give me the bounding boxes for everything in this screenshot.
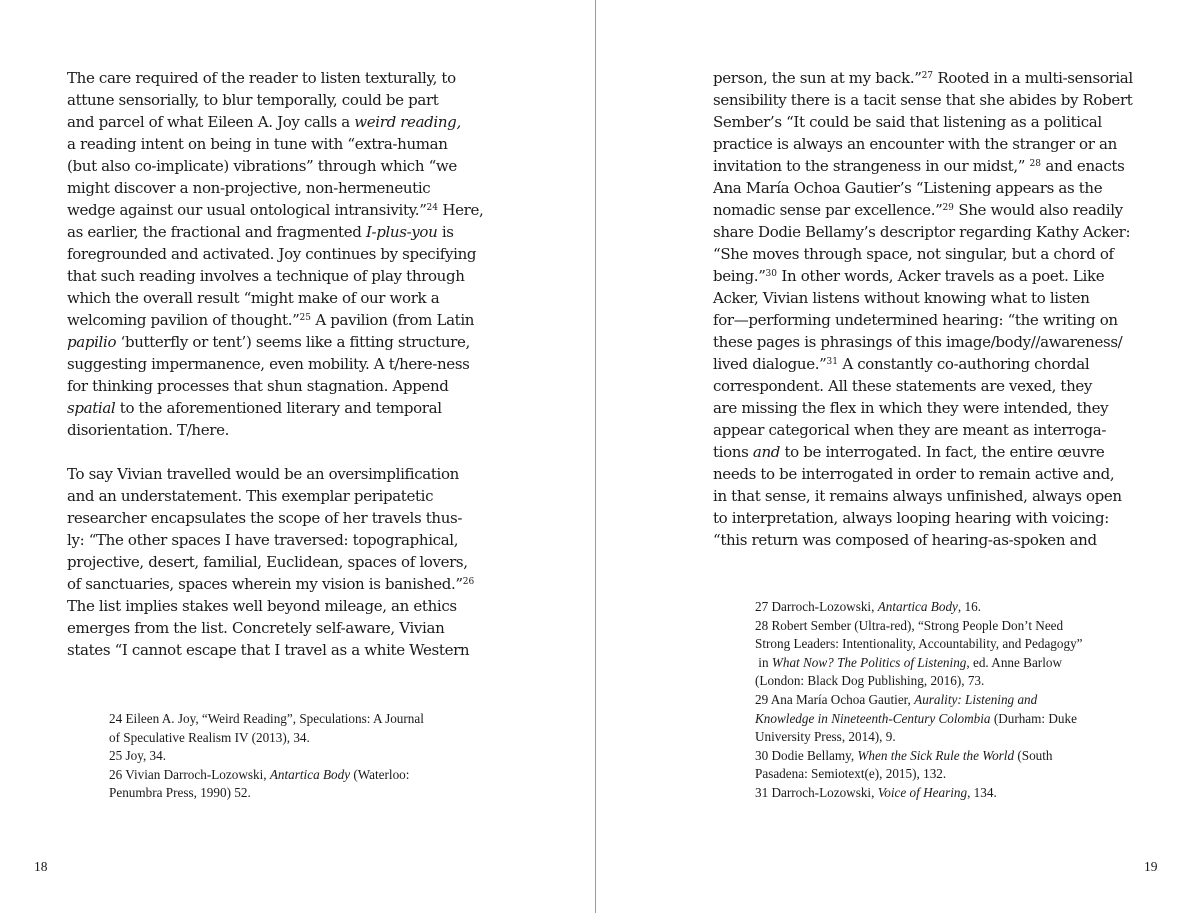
left-footnotes bbox=[109, 710, 424, 803]
text-line: researcher encapsulates the scope of her travels thus- bbox=[67, 509, 463, 527]
text-line: disorientation. T/here. bbox=[67, 421, 230, 439]
footnote-24: 24 Eileen A. Joy, “Weird Reading”, Speculations: A Journal bbox=[109, 711, 424, 726]
text-line: as earlier, the fractional and fragmented I-plus-you is bbox=[67, 223, 454, 241]
text-line: spatial to the aforementioned literary and temporal bbox=[67, 399, 442, 417]
footnote-ref-26[interactable]: 26 bbox=[462, 577, 475, 587]
text-line: in that sense, it remains always unfinished, always open bbox=[713, 487, 1122, 505]
text-line: might discover a non-projective, non-hermeneutic bbox=[67, 179, 431, 197]
text-line: that such reading involves a technique of play through bbox=[67, 267, 465, 285]
left-body-text bbox=[67, 67, 483, 661]
text-line: to interpretation, always looping hearing with voicing: bbox=[713, 509, 1109, 527]
italic-phrase: and bbox=[752, 443, 781, 461]
text-line: of sanctuaries, spaces wherein my vision is banished.”$^{26}$ bbox=[67, 575, 475, 593]
footnote-30-cont: Pasadena: Semiotext(e), 2015), 132. bbox=[755, 766, 947, 782]
text-line: being.”$^{30}$ In other words, Acker travels as a poet. Like bbox=[713, 267, 1105, 285]
text-line: for thinking processes that shun stagnation. Append bbox=[67, 377, 449, 395]
footnote-ref-29[interactable]: 29 bbox=[942, 203, 954, 213]
text-line: wedge against our usual ontological intransivity.”$^{24}$ Here, bbox=[67, 201, 484, 219]
text-line: Ana María Ochoa Gautier’s “Listening appears as the bbox=[713, 179, 1103, 197]
text-line: practice is always an encounter with the stranger or an bbox=[713, 135, 1117, 153]
text-line: “She moves through space, not singular, but a chord of bbox=[713, 245, 1114, 263]
text-line: emerges from the list. Concretely self-aware, Vivian bbox=[67, 619, 445, 637]
text-line: suggesting impermanence, even mobility. A t/here-ness bbox=[67, 355, 470, 373]
text-line: and an understatement. This exemplar peripatetic bbox=[67, 487, 434, 505]
page-number: 18 bbox=[34, 859, 48, 874]
italic-phrase: spatial bbox=[67, 399, 116, 417]
footnote-29-cont: Knowledge in Nineteenth-Century Colombia (Durham: Duke bbox=[755, 710, 1077, 726]
footnote-ref-28[interactable]: 28 bbox=[1029, 159, 1041, 169]
text-line: The care required of the reader to listen texturally, to bbox=[67, 69, 456, 87]
footnote-25: 25 Joy, 34. bbox=[109, 748, 167, 764]
footnote-24-cont: of Speculative Realism IV (2013), 34. bbox=[109, 729, 310, 745]
text-line: Sember’s “It could be said that listening as a political bbox=[713, 113, 1102, 131]
footnote-ref-25[interactable]: 25 bbox=[299, 313, 311, 323]
left-page bbox=[0, 0, 595, 913]
text-line: The list implies stakes well beyond mileage, an ethics bbox=[67, 597, 457, 615]
footnote-29-cont: University Press, 2014), 9. bbox=[755, 729, 896, 745]
right-body-text bbox=[713, 67, 1133, 551]
italic-phrase: papilio bbox=[67, 333, 117, 351]
text-line: ly: “The other spaces I have traversed: topographical, bbox=[67, 531, 459, 549]
footnote-28-cont: in What Now? The Politics of Listening, ed. Anne Barlow bbox=[755, 654, 1062, 670]
text-line: these pages is phrasings of this image/body//awareness/ bbox=[713, 333, 1123, 351]
text-line: To say Vivian travelled would be an oversimplification bbox=[67, 465, 459, 483]
text-line: needs to be interrogated in order to remain active and, bbox=[713, 465, 1115, 483]
text-line: invitation to the strangeness in our midst,” $^{28}$ and enacts bbox=[713, 157, 1125, 175]
footnote-ref-27[interactable]: 27 bbox=[921, 71, 934, 81]
italic-phrase: I-plus-you bbox=[365, 223, 438, 241]
footnote-ref-31[interactable]: 31 bbox=[826, 357, 838, 367]
paragraph-gap bbox=[67, 441, 483, 463]
text-line: lived dialogue.”$^{31}$ A constantly co-authoring chordal bbox=[713, 355, 1090, 373]
text-line: for—performing undetermined hearing: “the writing on bbox=[713, 311, 1118, 329]
italic-phrase: weird reading, bbox=[354, 113, 461, 131]
footnote-26: 26 Vivian Darroch-Lozowski, Antartica Body (Waterloo: bbox=[109, 766, 410, 782]
footnote-30: 30 Dodie Bellamy, When the Sick Rule the World (South bbox=[755, 747, 1053, 763]
footnote-27: 27 Darroch-Lozowski, Antartica Body, 16. bbox=[755, 599, 981, 614]
text-line: foregrounded and activated. Joy continues by specifying bbox=[67, 245, 477, 263]
text-line: (but also co-implicate) vibrations” through which “we bbox=[67, 157, 457, 175]
footnote-ref-30[interactable]: 30 bbox=[765, 269, 777, 279]
text-line: a reading intent on being in tune with “extra-human bbox=[67, 135, 448, 153]
text-line: correspondent. All these statements are vexed, they bbox=[713, 377, 1093, 395]
right-footnotes bbox=[755, 598, 1083, 803]
text-line: welcoming pavilion of thought.”$^{25}$ A pavilion (from Latin bbox=[67, 311, 475, 329]
footnote-ref-24[interactable]: 24 bbox=[426, 203, 438, 213]
text-line: nomadic sense par excellence.”$^{29}$ She would also readily bbox=[713, 201, 1123, 219]
footnote-28-cont: Strong Leaders: Intentionality, Accountability, and Pedagogy” bbox=[755, 636, 1083, 652]
text-line: are missing the flex in which they were intended, they bbox=[713, 399, 1109, 417]
text-line: projective, desert, familial, Euclidean, spaces of lovers, bbox=[67, 553, 468, 571]
footnote-28-cont: (London: Black Dog Publishing, 2016), 73. bbox=[755, 673, 985, 689]
page-number: 19 bbox=[1144, 859, 1158, 874]
text-line: attune sensorially, to blur temporally, could be part bbox=[67, 91, 439, 109]
text-line: “this return was composed of hearing-as-spoken and bbox=[713, 531, 1097, 549]
text-line: states “I cannot escape that I travel as a white Western bbox=[67, 641, 470, 659]
footnote-31: 31 Darroch-Lozowski, Voice of Hearing, 134. bbox=[755, 784, 997, 800]
text-line: appear categorical when they are meant as interroga- bbox=[713, 421, 1107, 439]
text-line: and parcel of what Eileen A. Joy calls a weird reading, bbox=[67, 113, 461, 131]
text-line: papilio ‘butterfly or tent’) seems like a fitting structure, bbox=[67, 333, 470, 351]
text-line: person, the sun at my back.”$^{27}$ Rooted in a multi-sensorial bbox=[713, 69, 1133, 87]
text-line: which the overall result “might make of our work a bbox=[67, 289, 440, 307]
text-line: Acker, Vivian listens without knowing what to listen bbox=[713, 289, 1090, 307]
footnote-26-cont: Penumbra Press, 1990) 52. bbox=[109, 785, 251, 801]
footnote-28: 28 Robert Sember (Ultra-red), “Strong People Don’t Need bbox=[755, 617, 1064, 633]
text-line: share Dodie Bellamy’s descriptor regarding Kathy Acker: bbox=[713, 223, 1131, 241]
right-page bbox=[596, 0, 1191, 913]
text-line: sensibility there is a tacit sense that she abides by Robert bbox=[713, 91, 1133, 109]
footnote-29: 29 Ana María Ochoa Gautier, Aurality: Listening and bbox=[755, 691, 1038, 707]
text-line: tions and to be interrogated. In fact, the entire œuvre bbox=[713, 443, 1105, 461]
